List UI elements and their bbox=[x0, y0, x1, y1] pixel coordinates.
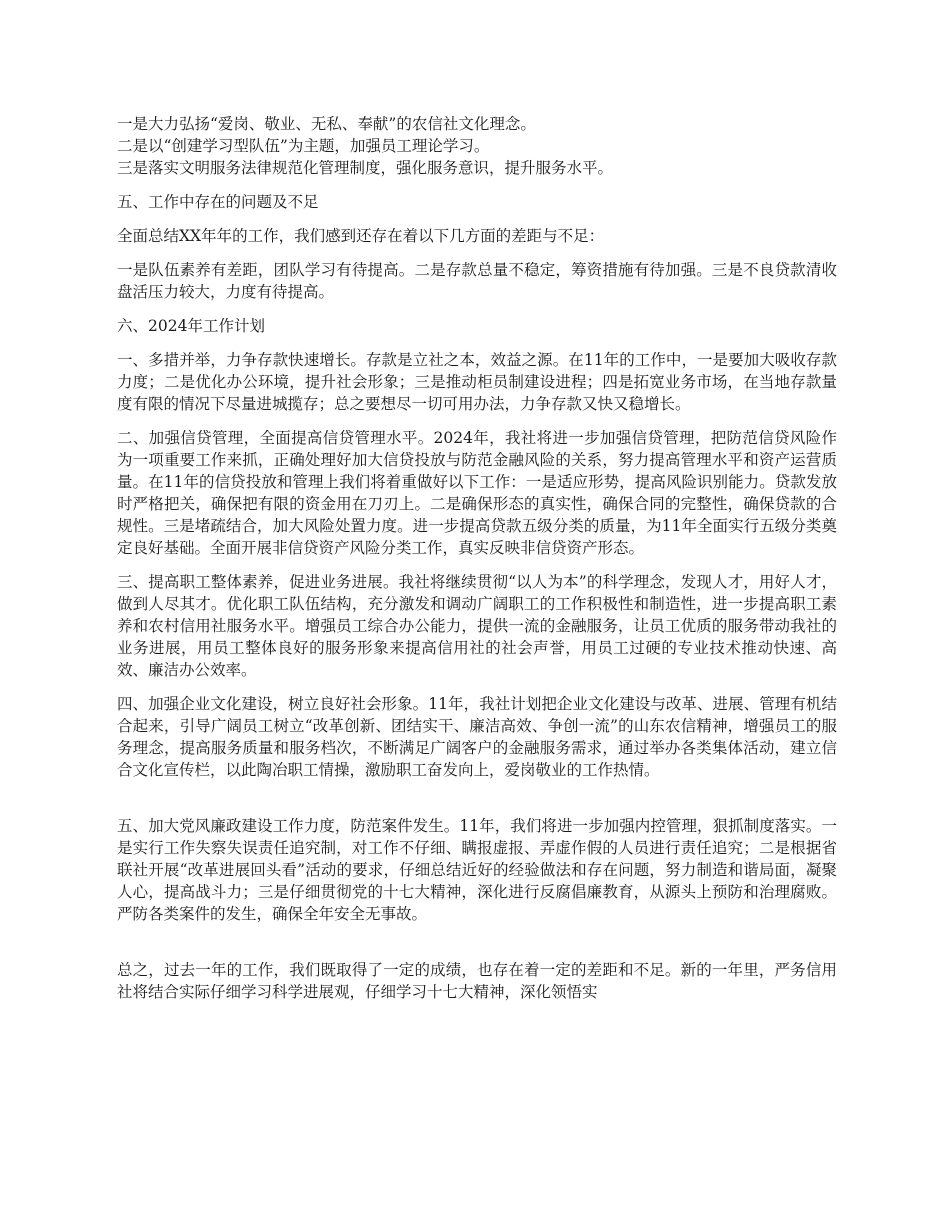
plan-item-1: 一、多措并举，力争存款快速增长。存款是立社之本，效益之源。在11年的工作中，一是要加大吸收存款力度；二是优化办公环境，提升社会形象；三是推动柜员制建设进程；四是拓宽业务市场，在当地存款量度有限的情况下尽量进城揽存；总之要想尽一切可用办法，力争存款又快又稳增长。 bbox=[117, 351, 837, 413]
plan-item-4: 四、加强企业文化建设，树立良好社会形象。11年，我社计划把企业文化建设与改革、进展、管理有机结合起来，引导广阔员工树立“改革创新、团结实干、廉洁高效、争创一流”的山东农信精神，增强员工的服务理念，提高服务质量和服务档次，不断满足广阔客户的金融服务需求，通过举办各类集体活动，建立信合文化宣传栏，以此陶冶职工情操，激励职工奋发向上，爱岗敬业的工作热情。 bbox=[117, 695, 837, 779]
intro-line-3: 三是落实文明服务法律规范化管理制度，强化服务意识，提升服务水平。 bbox=[117, 159, 614, 177]
section-6-title: 六、2024年工作计划 bbox=[117, 317, 265, 335]
intro-line-2: 二是以“创建学习型队伍”为主题，加强员工理论学习。 bbox=[117, 137, 490, 155]
plan-item-3: 三、提高职工整体素养，促进业务进展。我社将继续贯彻“以人为本”的科学理念，发现人才，用好人才，做到人尽其才。优化职工队伍结构，充分激发和调动广阔职工的工作积极性和制造性，进一步提高职工素养和农村信用社服务水平。增强员工综合办公能力，提供一流的金融服务，让员工优质的服务带动我社的业务进展，用员工整体良好的服务形象来提高信用社的社会声誉，用员工过硬的专业技术推动快速、高效、廉洁办公效率。 bbox=[117, 573, 837, 679]
section-5-title: 五、工作中存在的问题及不足 bbox=[117, 193, 319, 211]
document-page bbox=[117, 113, 837, 1015]
plan-item-2: 二、加强信贷管理，全面提高信贷管理水平。2024年，我社将进一步加强信贷管理，把防范信贷风险作为一项重要工作来抓，正确处理好加大信贷投放与防范金融风险的关系，努力提高管理水平和资产运营质量。在11年的信贷投放和管理上我们将着重做好以下工作：一是适应形势，提高风险识别能力。贷款发放时严格把关，确保把有限的资金用在刀刃上。二是确保形态的真实性，确保合同的完整性，确保贷款的合规性。三是堵疏结合，加大风险处置力度。进一步提高贷款五级分类的质量，为11年全面实行五级分类奠定良好基础。全面开展非信贷资产风险分类工作，真实反映非信贷资产形态。 bbox=[117, 429, 837, 557]
intro-block bbox=[117, 113, 837, 179]
section-5-body: 一是队伍素养有差距，团队学习有待提高。二是存款总量不稳定，筹资措施有待加强。三是不良贷款清收盘活压力较大，力度有待提高。 bbox=[117, 261, 837, 301]
conclusion-paragraph: 总之，过去一年的工作，我们既取得了一定的成绩，也存在着一定的差距和不足。新的一年里，严务信用社将结合实际仔细学习科学进展观，仔细学习十七大精神，深化领悟实 bbox=[117, 961, 837, 1001]
intro-line-1: 一是大力弘扬“爱岗、敬业、无私、奉献”的农信社文化理念。 bbox=[117, 115, 536, 133]
plan-item-5: 五、加大党风廉政建设工作力度，防范案件发生。11年，我们将进一步加强内控管理，狠抓制度落实。一是实行工作失察失误责任追究制，对工作不仔细、瞒报虚报、弄虚作假的人员进行责任追究；二是根据省联社开展“改革进展回头看”活动的要求，仔细总结近好的经验做法和存在问题，努力制造和谐局面，凝聚人心，提高战斗力；三是仔细贯彻党的十七大精神，深化进行反腐倡廉教育，从源头上预防和治理腐败。严防各类案件的发生，确保全年安全无事故。 bbox=[117, 817, 837, 923]
section-5-intro: 全面总结XX年年的工作，我们感到还存在着以下几方面的差距与不足： bbox=[117, 227, 605, 245]
